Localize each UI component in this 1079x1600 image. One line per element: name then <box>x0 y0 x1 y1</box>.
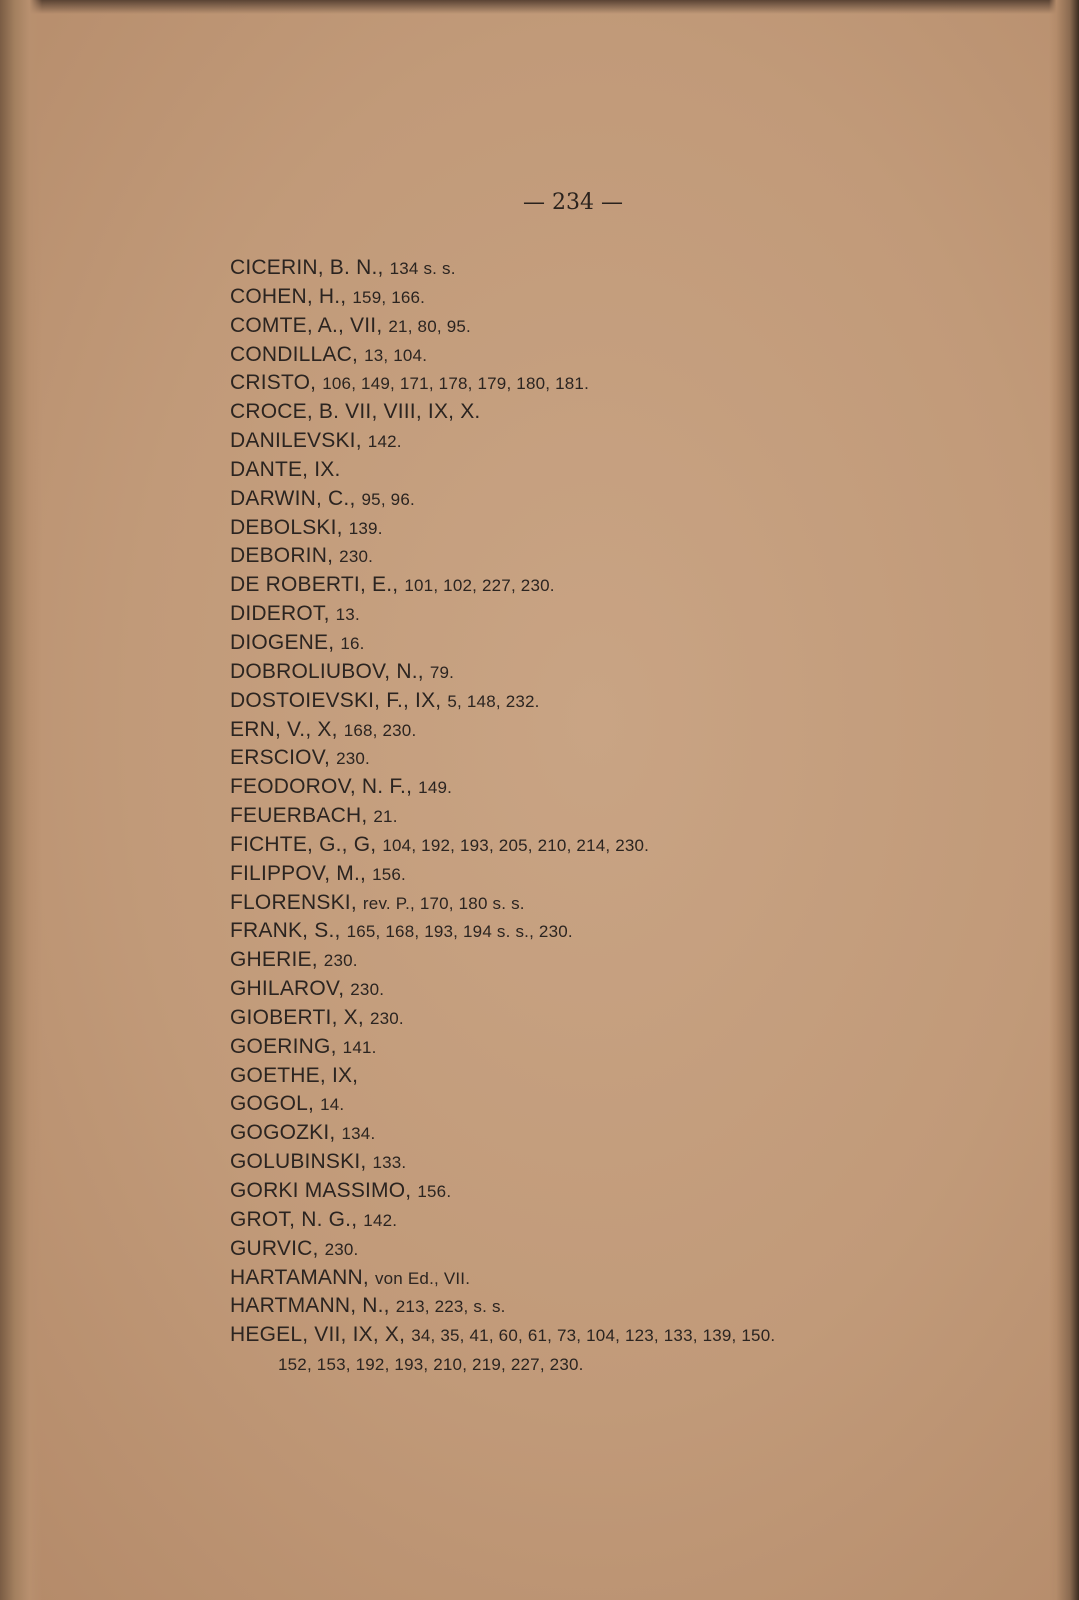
index-entry <box>230 917 775 946</box>
index-entry <box>230 398 775 427</box>
entry-page-refs: 134. <box>341 1124 376 1144</box>
entry-name: GIOBERTI, X, <box>230 1005 364 1029</box>
index-entry <box>230 946 775 975</box>
entry-name: GOGOZKI, <box>230 1121 336 1145</box>
index-entry <box>230 860 775 889</box>
entry-page-refs: von Ed., VII. <box>374 1268 471 1288</box>
entry-page-refs: 139. <box>348 518 383 538</box>
entry-name: FRANK, S., <box>230 919 341 943</box>
entry-page-refs: 230. <box>350 980 385 1000</box>
entry-page-refs: 5, 148, 232. <box>447 691 540 711</box>
entry-page-refs: 230. <box>339 547 374 567</box>
index-entry <box>230 1033 775 1062</box>
entry-name: DANILEVSKI, <box>230 429 362 453</box>
entry-name: FEODOROV, N. F., <box>230 775 413 799</box>
index-entry <box>230 571 775 600</box>
index-entry <box>230 1177 775 1206</box>
entry-page-refs: 14. <box>320 1095 345 1115</box>
entry-page-refs-continuation: 152, 153, 192, 193, 210, 219, 227, 230. <box>278 1355 584 1375</box>
entry-page-refs: 101, 102, 227, 230. <box>404 576 555 596</box>
index-entry <box>230 1292 775 1321</box>
entry-name: FEUERBACH, <box>230 804 368 828</box>
entry-page-refs: 95, 96. <box>361 489 415 509</box>
index-entry <box>230 427 775 456</box>
index-entry <box>230 716 775 745</box>
index-entry <box>230 831 775 860</box>
index-entry <box>230 975 775 1004</box>
index-entry <box>230 312 775 341</box>
entry-name: DANTE, IX. <box>230 457 341 481</box>
entry-page-refs: 141. <box>342 1037 377 1057</box>
index-entry <box>230 600 775 629</box>
entry-page-refs: 159, 166. <box>352 287 426 307</box>
entry-name: FLORENSKI, <box>230 890 357 914</box>
entry-name: FILIPPOV, M., <box>230 861 367 885</box>
name-index-list <box>230 254 776 1375</box>
index-entry <box>230 369 775 398</box>
entry-page-refs: 13. <box>335 605 360 625</box>
entry-name: GROT, N. G., <box>230 1207 358 1231</box>
index-entry <box>230 1321 776 1375</box>
entry-name: CONDILLAC, <box>230 342 359 366</box>
index-entry <box>230 514 775 543</box>
entry-page-refs: 142. <box>367 432 402 452</box>
index-entry <box>230 254 775 283</box>
entry-page-refs: 230. <box>324 1239 359 1259</box>
entry-name: CRISTO, <box>230 371 317 395</box>
entry-name: DIOGENE, <box>230 630 335 654</box>
entry-page-refs: 156. <box>417 1182 452 1201</box>
entry-name: GHILAROV, <box>230 977 345 1001</box>
entry-name: DE ROBERTI, E., <box>230 573 399 597</box>
entry-name: GOGOL, <box>230 1092 315 1116</box>
entry-name: GORKI MASSIMO, <box>230 1179 412 1202</box>
index-entry <box>230 1119 775 1148</box>
entry-name: GOERING, <box>230 1034 337 1058</box>
index-entry <box>230 341 775 370</box>
page-number: — 234 — <box>523 190 623 215</box>
index-entry <box>230 283 775 312</box>
entry-name: GURVIC, <box>230 1236 319 1260</box>
entry-name: COHEN, H., <box>230 284 347 308</box>
index-entry <box>230 744 775 773</box>
index-entry <box>230 658 775 687</box>
index-entry <box>230 1004 775 1033</box>
entry-page-refs: 134 s. s. <box>389 259 456 278</box>
entry-page-refs: 230. <box>323 951 358 971</box>
entry-page-refs: 156. <box>372 864 406 884</box>
page-top-edge <box>0 0 1079 14</box>
entry-page-refs: 165, 168, 193, 194 s. s., 230. <box>346 922 573 942</box>
entry-page-refs: 13, 104. <box>364 345 428 365</box>
entry-page-refs: 21, 80, 95. <box>388 316 471 336</box>
index-entry <box>230 485 775 514</box>
entry-page-refs: 106, 149, 171, 178, 179, 180, 181. <box>322 374 589 394</box>
entry-page-refs: 168, 230. <box>343 720 417 740</box>
entry-name: ERN, V., X, <box>230 717 338 741</box>
entry-page-refs: 34, 35, 41, 60, 61, 73, 104, 123, 133, 139, 150. <box>411 1326 776 1346</box>
index-entry <box>230 1062 775 1091</box>
entry-name: DIDEROT, <box>230 602 330 626</box>
entry-page-refs: 142. <box>363 1210 398 1230</box>
entry-name: GOLUBINSKI, <box>230 1150 367 1174</box>
entry-page-refs: rev. P., 170, 180 s. s. <box>362 893 525 913</box>
entry-name: GHERIE, <box>230 948 318 972</box>
entry-name: DEBOLSKI, <box>230 515 343 539</box>
entry-page-refs: 149. <box>418 778 453 798</box>
index-entry <box>230 1206 775 1235</box>
index-entry <box>230 629 775 658</box>
index-entry <box>230 1235 775 1264</box>
entry-page-refs: 230. <box>369 1008 404 1028</box>
entry-name: HARTMANN, N., <box>230 1294 390 1318</box>
entry-page-refs: 104, 192, 193, 205, 210, 214, 230. <box>382 835 650 855</box>
page-right-edge <box>1049 0 1079 1600</box>
entry-name: COMTE, A., VII, <box>230 313 383 337</box>
entry-name: GOETHE, IX, <box>230 1063 359 1087</box>
index-entry <box>230 889 775 918</box>
index-entry <box>230 1090 775 1119</box>
index-entry <box>230 456 775 485</box>
entry-name: HEGEL, VII, IX, X, <box>230 1323 406 1347</box>
entry-page-refs: 230. <box>336 749 370 769</box>
page-left-edge <box>0 0 42 1600</box>
entry-page-refs: 133. <box>372 1153 407 1173</box>
entry-page-refs: 79. <box>429 662 455 682</box>
entry-name: DOSTOIEVSKI, F., IX, <box>230 688 442 712</box>
entry-name: DOBROLIUBOV, N., <box>230 659 424 683</box>
index-entry <box>230 773 775 802</box>
index-entry <box>230 1148 775 1177</box>
entry-name: DARWIN, C., <box>230 486 356 510</box>
index-entry <box>230 542 775 571</box>
index-entry <box>230 1264 775 1293</box>
entry-name: CROCE, B. VII, VIII, IX, X. <box>230 400 481 424</box>
entry-name: FICHTE, G., G, <box>230 832 377 856</box>
entry-name: ERSCIOV, <box>230 746 331 770</box>
entry-name: CICERIN, B. N., <box>230 256 384 279</box>
entry-page-refs: 213, 223, s. s. <box>395 1297 506 1317</box>
index-entry <box>230 802 775 831</box>
entry-name: HARTAMANN, <box>230 1265 369 1289</box>
entry-page-refs: 16. <box>340 633 365 653</box>
index-entry <box>230 687 775 716</box>
entry-page-refs: 21. <box>373 807 398 827</box>
entry-name: DEBORIN, <box>230 544 334 568</box>
